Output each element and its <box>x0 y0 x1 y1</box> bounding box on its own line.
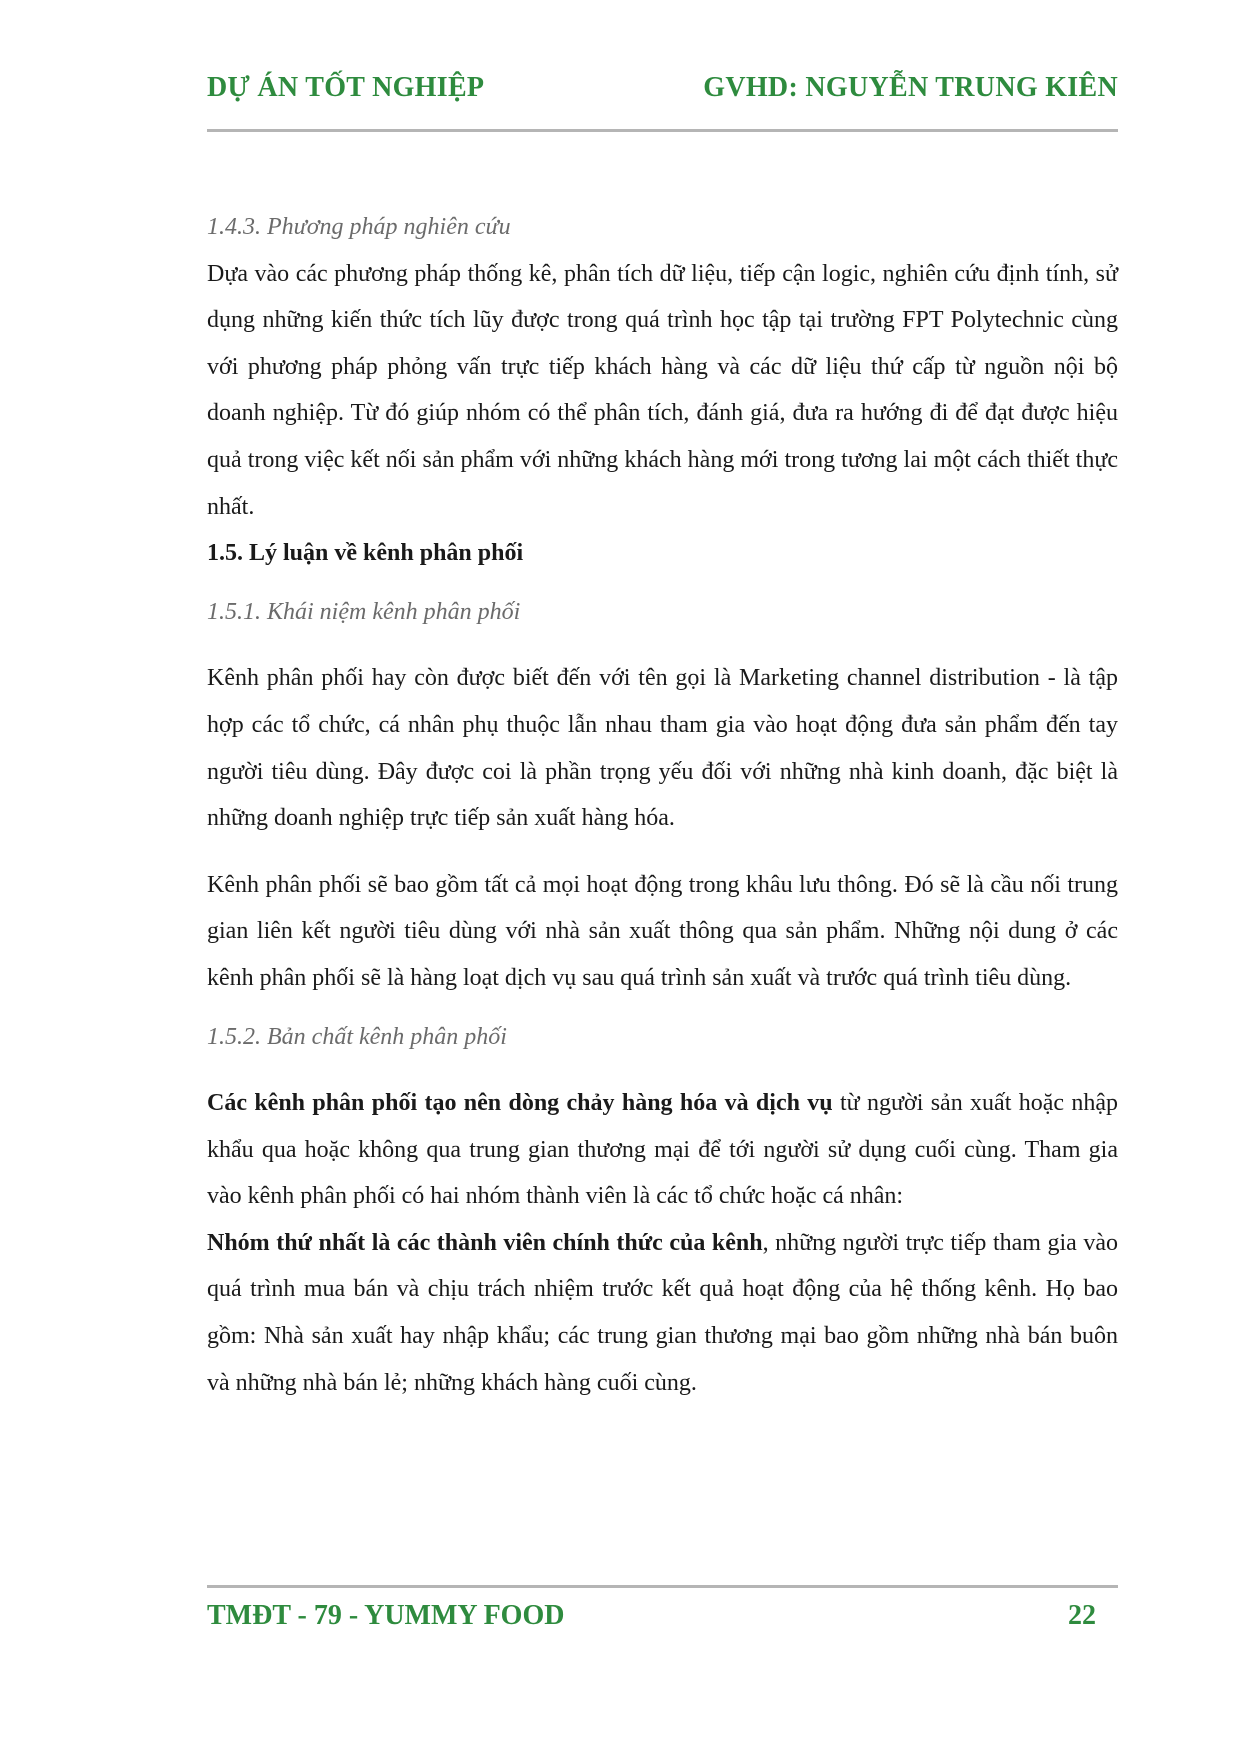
header-advisor: GVHD: NGUYỄN TRUNG KIÊN <box>703 72 1118 103</box>
section-1-4-3-paragraph: Dựa vào các phương pháp thống kê, phân tích dữ liệu, tiếp cận logic, nghiên cứu định tính, sử dụng những kiến thức tích lũy được trong quá trình học tập tại trường FPT Polytechnic cùng với phương pháp phỏng vấn trực tiếp khách hàng và các dữ liệu thứ cấp từ nguồn nội bộ doanh nghiệp. Từ đó giúp nhóm có thể phân tích, đánh giá, đưa ra hướng đi để đạt được hiệu quả trong việc kết nối sản phẩm với những khách hàng mới trong tương lai một cách thiết thực nhất. <box>207 260 1118 520</box>
section-1-5-1-paragraph-2: Kênh phân phối sẽ bao gồm tất cả mọi hoạt động trong khâu lưu thông. Đó sẽ là cầu nối trung gian liên kết người tiêu dùng với nhà sản xuất thông qua sản phẩm. Những nội dung ở các kênh phân phối sẽ là hàng loạt dịch vụ sau quá trình sản xuất và trước quá trình tiêu dùng. <box>207 871 1118 991</box>
section-1-5-2-paragraph-1 <box>207 1080 1118 1220</box>
page-body <box>207 204 1118 1406</box>
footer-divider <box>207 1585 1118 1588</box>
paragraph-2-text: , những người trực tiếp tham gia vào quá trình mua bán và chịu trách nhiệm trước kết quả hoạt động của hệ thống kênh. Họ bao gồm: Nhà sản xuất hay nhập khẩu; các trung gian thương mại bao gồm những nhà bán buôn và những nhà bán lẻ; những khách hàng cuối cùng. <box>207 1229 1118 1396</box>
paragraph-1-bold-lead: Các kênh phân phối tạo nên dòng chảy hàng hóa và dịch vụ <box>207 1090 833 1117</box>
section-1-5-heading: 1.5. Lý luận về kênh phân phối <box>207 540 524 567</box>
page-number: 22 <box>1068 1600 1096 1631</box>
section-1-5-1-heading: 1.5.1. Khái niệm kênh phân phối <box>207 598 521 625</box>
header-divider <box>207 129 1118 132</box>
section-1-5-1-paragraph-1: Kênh phân phối hay còn được biết đến với tên gọi là Marketing channel distribution - là tập hợp các tổ chức, cá nhân phụ thuộc lẫn nhau tham gia vào hoạt động đưa sản phẩm đến tay người tiêu dùng. Đây được coi là phần trọng yếu đối với những nhà kinh doanh, đặc biệt là những doanh nghiệp trực tiếp sản xuất hàng hóa. <box>207 665 1118 832</box>
footer-project-code: TMĐT - 79 - YUMMY FOOD <box>207 1600 565 1631</box>
paragraph-2-bold-lead: Nhóm thứ nhất là các thành viên chính thức của kênh <box>207 1229 763 1256</box>
header-project-title: DỰ ÁN TỐT NGHIỆP <box>207 72 485 103</box>
section-1-5-2-heading: 1.5.2. Bản chất kênh phân phối <box>207 1023 507 1050</box>
page-footer <box>207 1600 1118 1640</box>
section-1-5-2-paragraph-2 <box>207 1220 1118 1406</box>
section-1-4-3-heading: 1.4.3. Phương pháp nghiên cứu <box>207 214 511 240</box>
page-header <box>207 72 1118 112</box>
paragraph-1-text: từ người sản xuất hoặc nhập khẩu qua hoặc không qua trung gian thương mại để tới người sử dụng cuối cùng. Tham gia vào kênh phân phối có hai nhóm thành viên là các tổ chức hoặc cá nhân: <box>207 1090 1119 1210</box>
